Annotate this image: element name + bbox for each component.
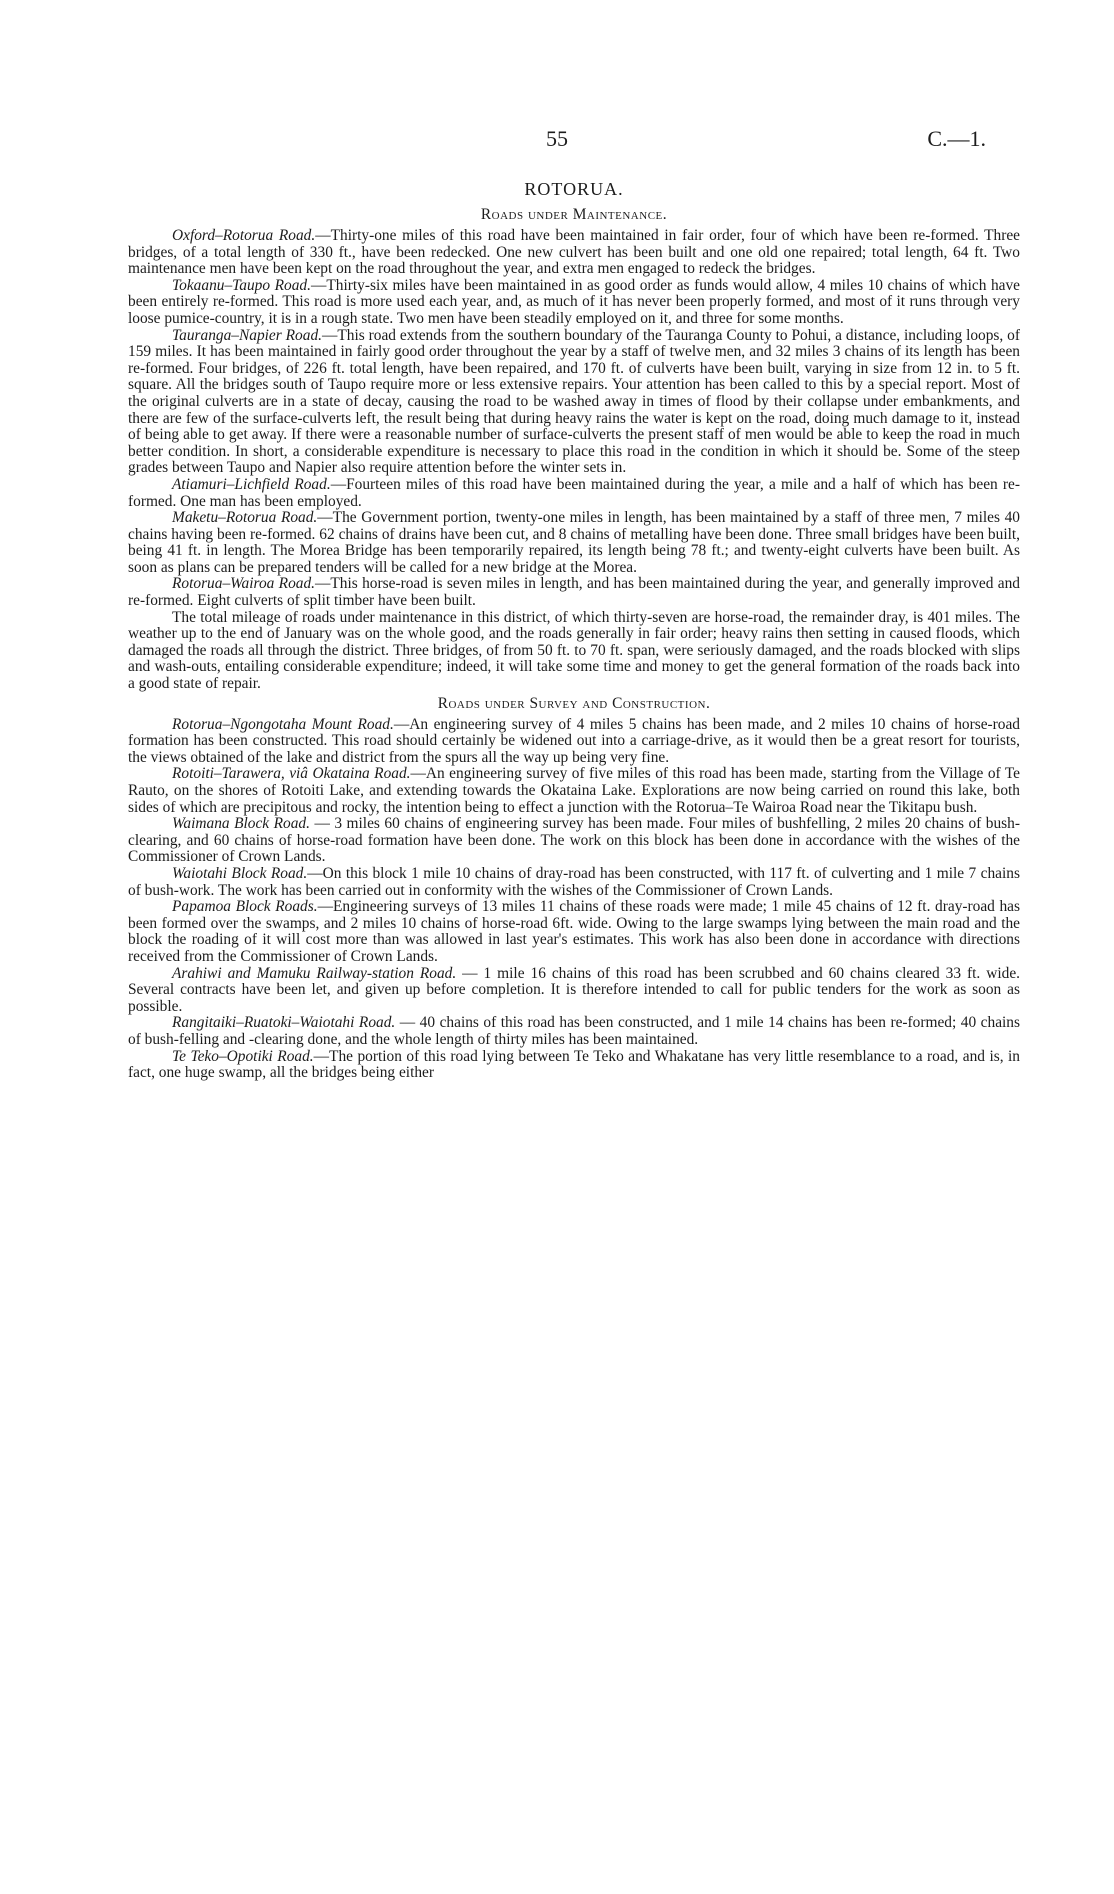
paragraph xyxy=(128,816,1020,866)
paragraph xyxy=(128,228,1020,278)
paragraph xyxy=(128,510,1020,576)
paragraph-text: —The Government portion, twenty-one miles in length, has been maintained by a staff of three men, 7 miles 40 chains having been re-formed. 62 chains of drains have been cut, and 8 chains of metalling have been done. Three small bridges have been built, being 41 ft. in length. The Morea Bridge has been temporarily repaired, its length being 78 ft.; and twenty-eight culverts have been built. As soon as plans can be prepared tenders will be called for a new bridge at the Morea. xyxy=(128,509,1020,576)
section-heading-maintenance: Roads under Maintenance. xyxy=(480,206,668,223)
paragraph xyxy=(128,278,1020,328)
paragraph-text: —This horse-road is seven miles in length, and has been maintained during the year, and generally improved and re-formed. Eight culverts of split timber have been built. xyxy=(128,575,1020,610)
paragraph xyxy=(128,717,1020,767)
paragraph-text: — 3 miles 60 chains of engineering survey has been made. Four miles of bushfelling, 2 miles 20 chains of bush-clearing, and 60 chains of horse-road formation have been done. The work on this block has been done in accordance with the wishes of the Commissioner of Crown Lands. xyxy=(128,815,1020,866)
paragraph-text: — 40 chains of this road has been constructed, and 1 mile 14 chains has been re-formed; 40 chains of bush-felling and -clearing done, and the whole length of thirty miles has been maintained. xyxy=(128,1014,1020,1048)
paragraph xyxy=(128,966,1020,1016)
paragraph-text: —This road extends from the southern boundary of the Tauranga County to Pohui, a distance, including loops, of 159 miles. It has been maintained in fairly good order throughout the year by a staff of twelve men, and 32 miles 3 chains of its length has been re-formed. Four bridges, of 226 ft. total length, have been repaired, and 170 ft. of culverts have been built, varying in size from 12 in. to 5 ft. square. All the bridges south of Taupo require more or less extensive repairs. Your attention has been called to this by a special report. Most of the original culverts are in a state of decay, causing the road to be washed away in times of flood by their collapse under embankments, and there are few of the surface-culverts left, the result being that during heavy rains the water is kept on the road, doing much damage to it, instead of being able to get away. If there were a reasonable number of surface-culverts the present staff of men would be able to keep the road in much better condition. In short, a considerable expenditure is necessary to place this road in the condition in which it should be. Some of the steep grades between Taupo and Napier also require attention before the winter sets in. xyxy=(128,326,1020,477)
district-title: ROTORUA. xyxy=(524,179,624,199)
paragraph xyxy=(128,477,1020,510)
paragraph-text: —Fourteen miles of this road have been maintained during the year, a mile and a half of which has been re-formed. One man has been employed. xyxy=(128,475,1021,510)
paragraph-text: —An engineering survey of 4 miles 5 chains has been made, and 2 miles 10 chains of horse-road formation has been constructed. This road should certainly be widened out into a carriage-drive, as it would then be a great resort for tourists, the views obtained of the lake and district from the spurs all the way up being very fine. xyxy=(128,715,1020,766)
paragraph xyxy=(128,610,1020,693)
maintenance-paragraphs xyxy=(128,228,1020,693)
page-number: 55 xyxy=(546,126,568,151)
document-reference: C.—1. xyxy=(927,126,986,151)
paragraph-text: — 1 mile 16 chains of this road has been scrubbed and 60 chains cleared 33 ft. wide. Several contracts have been let, and given up before completion. It is therefore intended to call for public tenders for the work as soon as possible. xyxy=(128,964,1020,1015)
road-title: Tokaanu–Taupo Road. xyxy=(172,276,311,294)
road-title: Te Teko–Opotiki Road. xyxy=(172,1047,314,1065)
paragraph-text: —An engineering survey of five miles of this road has been made, starting from the Village of Te Rauto, on the shores of Rotoiti Lake, and extending towards the Okataina Lake. Explorations are now being carried on round this lake, both sides of which are precipitous and rocky, the intention being to effect a junction with the Rotorua–Te Wairoa Road near the Tikitapu bush. xyxy=(128,765,1020,816)
road-title: Arahiwi and Mamuku Railway-station Road. xyxy=(172,964,457,982)
road-title: Rotorua–Wairoa Road. xyxy=(172,575,316,593)
road-title: Rotoiti–Tarawera, viâ Okataina Road. xyxy=(172,765,411,783)
road-title: Oxford–Rotorua Road. xyxy=(172,227,316,244)
road-title: Waimana Block Road. xyxy=(172,815,310,833)
paragraph xyxy=(128,1049,1020,1082)
paragraph xyxy=(128,1015,1020,1048)
road-title: Waiotahi Block Road. xyxy=(172,864,308,882)
paragraph-text: —Engineering surveys of 13 miles 11 chains of these roads were made; 1 mile 45 chains of 12 ft. dray-road has been formed over the swamps, and 2 miles 10 chains of horse-road 6ft. wide. Owing to the large swamps lying between the main road and the block the roading of it will cost more than was allowed in last year's estimates. This work has also been done in accordance with directions received from the Commissioner of Crown Lands. xyxy=(128,898,1020,965)
paragraph-text: The total mileage of roads under maintenance in this district, of which thirty-seven are horse-road, the remainder dray, is 401 miles. The weather up to the end of January was on the whole good, and the roads generally in fair order; heavy rains then setting in caused floods, which damaged the roads all through the district. Three bridges, of from 50 ft. to 70 ft. span, were seriously damaged, and the roads blocked with slips and wash-outs, entailing considerable expenditure; indeed, it will take some time and money to get the general formation of the roads back into a good state of repair. xyxy=(128,608,1020,693)
paragraph xyxy=(128,766,1020,816)
paragraph xyxy=(128,328,1020,477)
paragraph-text: —Thirty-six miles have been maintained in as good order as funds would allow, 4 miles 10 chains of which have been entirely re-formed. This road is more used each year, and, as much of it has never been properly formed, and most of it runs through very loose pumice-country, it is in a rough state. Two men have been steadily employed on it, and three for some months. xyxy=(128,276,1020,327)
paragraph-text: —The portion of this road lying between Te Teko and Whakatane has very little resemblance to a road, and is, in fact, one huge swamp, all the bridges being either xyxy=(128,1047,1021,1082)
road-title: Rotorua–Ngongotaha Mount Road. xyxy=(172,715,394,733)
section-heading-construction: Roads under Survey and Construction. xyxy=(437,694,711,712)
road-title: Papamoa Block Roads. xyxy=(172,898,318,916)
paragraph-text: —Thirty-one miles of this road have been maintained in fair order, four of which have been re-formed. Three bridges, of a total length of 330 ft., have been redecked. One new culvert has been built and one old one repaired; total length, 64 ft. Two maintenance men have been kept on the road throughout the year, and extra men engaged to redeck the bridges. xyxy=(128,227,1021,278)
road-title: Rangitaiki–Ruatoki–Waiotahi Road. xyxy=(172,1014,396,1032)
body-text xyxy=(128,178,1020,1082)
paragraph xyxy=(128,866,1020,899)
road-title: Maketu–Rotorua Road. xyxy=(172,509,318,527)
construction-paragraphs xyxy=(128,717,1020,1082)
road-title: Atiamuri–Lichfield Road. xyxy=(172,475,331,493)
paragraph-text: —On this block 1 mile 10 chains of dray-road has been constructed, with 117 ft. of culverting and 1 mile 7 chains of bush-work. The work has been carried out in conformity with the wishes of the Commissioner of Crown Lands. xyxy=(128,864,1020,899)
paragraph xyxy=(128,576,1020,609)
road-title: Tauranga–Napier Road. xyxy=(172,326,322,344)
paragraph xyxy=(128,899,1020,965)
